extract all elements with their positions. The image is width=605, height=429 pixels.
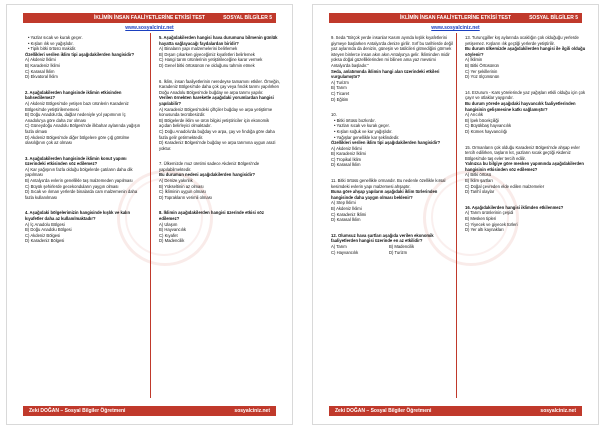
- question-text: 15. Ormanların çok olduğu Karadeniz Bölgesi'nde ahşap evler tercih edilirken, taşların kıt, yazların sıcak geçtiği Akdeniz Bölgesi'nde taş evler tercih edilir.: [465, 144, 580, 161]
- question-10: [331, 112, 453, 168]
- question-stem: 16. Aşağıdakilerden hangisi iklimden etkilenmez?: [465, 204, 564, 210]
- question-number: 10.: [331, 112, 337, 118]
- answer-option[interactable]: C) Hayvancılık: [331, 249, 359, 255]
- answer-option[interactable]: D) Tarihî olaylar: [465, 189, 495, 195]
- footer-author: Zeki DOĞAN – Sosyal Bilgiler Öğretmeni: [29, 408, 126, 414]
- question-2: [25, 90, 147, 146]
- question-stem: 3. Aşağıdakilerden hangisinde iklimin konut yapımı üzerindeki etkisinden söz edilemez?: [25, 155, 127, 167]
- answer-option[interactable]: B) Madencilik: [389, 244, 415, 249]
- answer-option[interactable]: B) Antalya'da evlerin genellikle taş malzemeden yapılması: [25, 178, 133, 184]
- answer-option[interactable]: A) Tarım: [331, 244, 347, 249]
- answer-option[interactable]: B) Doğu Anadolu Bölgesi: [25, 227, 72, 233]
- answer-option[interactable]: A) Turizm: [331, 79, 349, 85]
- site-link[interactable]: www.sosyalciniz.net: [431, 25, 480, 31]
- question-stem: Özellikleri verilen iklim tipi aşağıdakilerden hangisidir?: [25, 51, 135, 57]
- answer-option[interactable]: D) Akdeniz Bölgesi'nde diğer bölgelere göre çığ görülme olasılığının çok az olması: [25, 134, 130, 146]
- answer-option[interactable]: D) Yer altı kaynakları: [465, 227, 504, 233]
- header-title: İKLİMİN İNSAN FAALİYETLERİNE ETKİSİ TEST: [399, 15, 512, 21]
- answer-option[interactable]: A) Arıcılık: [465, 112, 483, 118]
- question-9: [331, 35, 453, 102]
- answer-option[interactable]: C) Yer şekillerinin: [465, 68, 498, 74]
- answer-option[interactable]: D) Madencilik: [159, 238, 185, 244]
- answer-option[interactable]: A) Ulaşım: [159, 221, 178, 227]
- answer-option[interactable]: A) İç Anadolu Bölgesi: [25, 221, 65, 227]
- answer-option[interactable]: C) Yiyecek ve giyecek türleri: [465, 221, 518, 227]
- question-stem: Bu durum yörede aşağıdaki hayvancılık faaliyetlerinden hangisinin gelişmesine katkı sağlamıştır?: [465, 100, 576, 112]
- answer-option[interactable]: C) İkliminin uygun olması: [159, 189, 206, 195]
- question-11: [331, 178, 453, 223]
- answer-option[interactable]: A) Akdeniz İklimi: [331, 145, 362, 151]
- question-16: [465, 205, 587, 233]
- answer-option[interactable]: B) Karadeniz İklimi: [331, 151, 366, 157]
- question-stem: 4. Aşağıdaki bölgelerimizin hangisinde kışlık ve kalın kıyafetler daha az kullanılmaktadır?: [25, 210, 131, 222]
- bullet-item: • Tipik bitki örtüsü makidir.: [28, 46, 77, 52]
- answer-option[interactable]: C) Güneydoğu Anadolu Bölgesi'nde ilkbahar aylarında yağışın fazla olması: [25, 123, 141, 134]
- answer-option[interactable]: C) Doğal çevreden elde edilen malzemeler: [465, 183, 545, 189]
- bullet-item: • Yağışlar genellikle kar şeklindedir.: [334, 134, 400, 140]
- question-stem: Seda, anlatımında iklimin hangi alan üzerindeki etkileri vurgulamıştır?: [331, 68, 440, 80]
- answer-option[interactable]: C) Ticaret: [331, 90, 350, 96]
- answer-option[interactable]: B) Dışarı çıkarken giyeceğimiz kıyafetleri belirlemek: [159, 51, 255, 57]
- question-text: 14. Erzurum - Kars yörelerinde yaz yağışları etkili olduğu için çok çayır ve otlaklar yaygındır.: [465, 89, 586, 101]
- question-text: 6. İklim, insan faaliyetlerinin neredeyse tamamını etkiler. Örneğin, Karadeniz Bölgesi'nde daha çok çay veya fındık tarımı yapılırken Doğu Anadolu Bölgesi'nde buğday ve arpa tarımı yapılır.: [159, 78, 281, 95]
- page-footer: [329, 406, 582, 416]
- question-text: 9. Seda "Birçok yerde insanlar Kasım ayında kışlık kıyafetlerini giymeye başlarken Antalya'da denize girilir. Sırf bu tarihlerde değil yaz aylarında da denizin, güneşin ve tatilcileri gitmediğini görmek isteyen binlerce insan akın akın Antalya'ya gelir. İkliminden midir yoksa doğal güzelliklerinden mi bilinen ama yaz mevsimi Antalya'da başladır.": [331, 35, 453, 68]
- answer-option[interactable]: D) Ekvatoral İklim: [25, 74, 58, 80]
- answer-option[interactable]: D) Karadeniz Bölgesi: [25, 238, 65, 244]
- question-4: [25, 210, 147, 244]
- answer-option[interactable]: C) Hangi tarım ürünlerinin yetiştirileceğine karar vermek: [159, 57, 263, 63]
- answer-option[interactable]: C) Tropikal İklim: [331, 156, 362, 162]
- answer-option[interactable]: A) Step İklimi: [331, 200, 356, 206]
- column-divider: [150, 33, 151, 398]
- header-subject: SOSYAL BİLGİLER 5: [529, 15, 578, 21]
- question-1: [25, 35, 147, 80]
- answer-option[interactable]: B) Karadeniz İklimi: [25, 62, 60, 68]
- page-footer: [23, 406, 276, 416]
- answer-option[interactable]: D) Karasal İklim: [331, 162, 361, 168]
- answer-option[interactable]: B) Doğu Anadolu'da, dağlar nedeniyle yol yapımının İç Anadolu'ya göre daha zor olması: [25, 112, 126, 123]
- question-13: [465, 35, 587, 80]
- question-stem: Bu durum ülkemizde aşağıdakilerden hangisi ile ilgili olduğu söylenir?: [465, 46, 586, 57]
- answer-option[interactable]: C) Doğu Anadolu'da buğday ve arpa, çay ve fındığa göre daha fazla gelir getirmektedir.: [159, 128, 275, 140]
- question-text: 13. Turunçgiller kış aylarında ocaklığın çok olduğuğu yerlerde yetişemez. Kışların ılık geçtiği yerlerde yetiştirilir.: [465, 35, 579, 46]
- bullet-item: • Bitki örtüsü bozkırdır.: [334, 117, 376, 123]
- question-stem: Buna göre ahşap yapıların aşağıdaki iklim türlerinden hangisinde daha yaygın olması beklenir?: [331, 189, 438, 200]
- answer-option[interactable]: B) Mesken tipleri: [465, 216, 497, 222]
- answer-option[interactable]: C) Karadeniz İklimi: [331, 211, 367, 217]
- answer-option[interactable]: D) Karasal İklim: [331, 217, 361, 223]
- question-3: [25, 156, 147, 201]
- footer-author: Zeki DOĞAN – Sosyal Bilgiler Öğretmeni: [335, 408, 432, 414]
- answer-option[interactable]: C) Akdeniz Bölgesi: [25, 232, 61, 238]
- column-2: [465, 35, 587, 243]
- question-stem: 12. Olumsuz hava şartları aşağıda verilen ekonomik faaliyetlerden hangisi üzerinde en az etkilidir?: [331, 232, 434, 244]
- footer-site[interactable]: sosyalciniz.net: [540, 408, 576, 414]
- question-stem: 8. İklimin aşağıdakilerden hangisi üzerinde etkisi söz edilemez?: [159, 210, 264, 222]
- header-title: İKLİMİN İNSAN FAALİYETLERİNE ETKİSİ TEST: [93, 15, 206, 21]
- column-1: [25, 35, 147, 254]
- answer-option[interactable]: B) İklim şartları: [465, 178, 493, 184]
- question-stem: Yalnızca bu bilgiye göre mesken yapımında aşağıdakilerden hangisinin etkisinden söz edilemez?: [465, 161, 584, 172]
- question-7: [159, 161, 281, 200]
- answer-option[interactable]: D) Yüz ölçümünün: [465, 74, 500, 80]
- site-link[interactable]: www.sosyalciniz.net: [125, 25, 174, 31]
- answer-option[interactable]: B) İpek böcekçiliği: [465, 117, 499, 123]
- question-text: 7. Ülkemizde muz üretimi sadece Akdeniz Bölgesi'nde yapılabilmektedir.: [159, 161, 260, 172]
- worksheet-page-2: [312, 4, 599, 425]
- question-14: [465, 90, 587, 135]
- column-2: [159, 35, 281, 254]
- answer-option[interactable]: B) Bölgelerde iklim ve ürün bilgisi yetiştiriciler için ekonomik açıdan belirleyici olmaktadır.: [159, 117, 270, 129]
- answer-option[interactable]: B) Yükseltinin az olması: [159, 183, 204, 189]
- answer-option[interactable]: A) Akdeniz İklimi: [25, 57, 56, 63]
- question-stem: 5. Aşağıdakilerden hangisi hava durumunu bilmenin günlük hayatta sağlayacağı faydalardan biridir?: [159, 35, 278, 46]
- answer-option[interactable]: B) Hayvancılık: [159, 227, 186, 233]
- page-header: [23, 13, 276, 23]
- answer-option[interactable]: D) Genel bitki örtüsünün ne olduğunu tahmin etmek: [159, 62, 255, 68]
- question-12: [331, 233, 453, 255]
- page-header: [329, 13, 582, 23]
- answer-option[interactable]: C) Büyük şehirlerde gecekonduların yaygın olması: [25, 183, 119, 189]
- question-8: [159, 210, 281, 244]
- answer-option[interactable]: A) İklimin: [465, 57, 483, 63]
- answer-option[interactable]: A) Binaların yapı malzemelerini belirlemek: [159, 46, 238, 52]
- question-15: [465, 145, 587, 195]
- question-text: 11. Bitki örtüsü genellikle ormandır. Bu nedenle özellikle kırsal kesimdeki evlerin yapı malzemesi ahşaptır.: [331, 178, 446, 189]
- footer-site[interactable]: sosyalciniz.net: [234, 408, 270, 414]
- worksheet-page-1: [6, 4, 293, 425]
- answer-option[interactable]: D) Kümes hayvancılığı: [465, 128, 508, 134]
- answer-option[interactable]: D) Karadeniz Bölgesi'nde buğday ve arpa tarımına uygun arazi yoktur.: [159, 140, 276, 151]
- answer-option[interactable]: D) Eğitim: [331, 96, 349, 102]
- bullet-item: • Yazlar sıcak ve kurak geçer.: [28, 35, 83, 40]
- answer-option[interactable]: A) Akdeniz Bölgesi'nde yetişen bazı ürünlerin Karadeniz Bölgesi'nde yetiştirilememesi: [25, 100, 129, 112]
- answer-option[interactable]: C) Karasal İklim: [25, 68, 55, 74]
- bullet-item: • Kışları ılık ve yağışlıdır.: [28, 40, 74, 46]
- question-stem: 2. Aşağıdakilerden hangisinde iklimin etkisinden bahsedilemez?: [25, 89, 122, 101]
- answer-option[interactable]: D) Turizm: [389, 249, 408, 255]
- header-subject: SOSYAL BİLGİLER 5: [223, 15, 272, 21]
- answer-option[interactable]: B) Bitki Örtüsünün: [465, 62, 499, 68]
- answer-option[interactable]: A) Kar yağışının fazla olduğu bölgelerde çatıların daha dik yapılması: [25, 166, 133, 178]
- question-5: [159, 35, 281, 69]
- column-divider: [456, 33, 457, 398]
- answer-option[interactable]: B) Tarım: [331, 85, 347, 91]
- answer-option[interactable]: A) Bitki örtüsü: [465, 172, 492, 178]
- bullet-item: • Yazları sıcak ve kurak geçer.: [334, 123, 390, 129]
- column-1: [331, 35, 453, 265]
- answer-option[interactable]: A) Tarım ürünlerinin çeşidi: [465, 210, 514, 216]
- answer-option[interactable]: C) Kıyafet: [159, 232, 178, 238]
- answer-option[interactable]: A) Karadeniz Bölgesi'ndeki çiftçiler buğday ve arpa yetiştirme konusunda tecrübesizdir.: [159, 106, 273, 118]
- answer-option[interactable]: D) Sıcak ve ılıman yerlerde binalarda cam malzemenin daha fazla kullanılması: [25, 189, 138, 200]
- question-stem: Özellikleri verilen iklim tipi aşağıdakilerden hangisidir?: [331, 140, 441, 146]
- question-stem: Verilen örnekten hareketle aşağıdaki yorumlardan hangisi yapılabilir?: [159, 95, 274, 106]
- answer-option[interactable]: C) Büyükbaş hayvancılık: [465, 123, 512, 129]
- question-6: [159, 79, 281, 152]
- answer-option[interactable]: B) Akdeniz İklimi: [331, 206, 362, 212]
- bullet-item: • Kışları soğuk ve kar yağışlıdır.: [334, 128, 393, 134]
- question-stem: Bu durumun nedeni aşağıdakilerden hangisidir?: [159, 172, 256, 178]
- answer-option[interactable]: D) Toprakların verimli olması: [159, 194, 212, 200]
- answer-option[interactable]: A) Denize yakınlık: [159, 178, 193, 184]
